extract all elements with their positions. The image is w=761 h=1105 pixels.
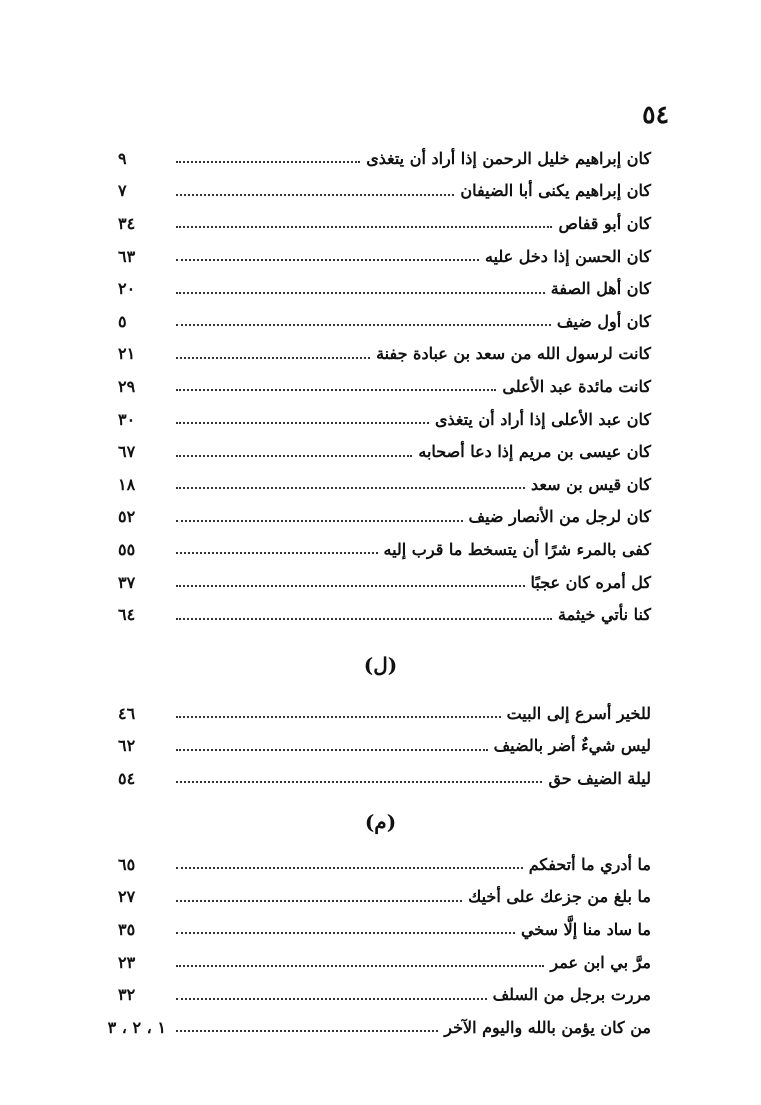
entry-text: من كان يؤمن بالله واليوم الآخر <box>444 1017 651 1037</box>
index-entry <box>118 978 651 1011</box>
entry-page: ٣٤ <box>118 213 136 233</box>
entry-page: ٢٠ <box>118 279 136 299</box>
entry-page: ٢٩ <box>118 376 136 396</box>
dot-leader <box>176 259 479 261</box>
entry-text: مرَّ بي ابن عمر <box>550 952 651 972</box>
entry-text: كانت مائدة عبد الأعلى <box>502 376 651 396</box>
entry-text: كانت لرسول الله من سعد بن عبادة جفنة <box>376 344 651 364</box>
index-entry <box>118 240 651 273</box>
entry-text: ليس شيءٌ أضر بالضيف <box>493 736 651 756</box>
entry-page: ٥ <box>118 311 127 331</box>
dot-leader <box>176 324 551 326</box>
section-heading-lam: (ل) <box>363 653 398 677</box>
dot-leader <box>176 389 496 391</box>
entry-text: ليلة الضيف حق <box>548 768 651 788</box>
index-entry <box>118 142 651 175</box>
entry-page: ٦٤ <box>118 605 136 625</box>
entry-page: ٢٧ <box>118 887 136 907</box>
dot-leader <box>176 455 412 457</box>
entry-text: للخير أسرع إلى البيت <box>506 703 651 723</box>
index-entry <box>118 305 651 338</box>
entry-page: ٥٥ <box>118 539 136 559</box>
index-section-kaf <box>118 142 651 631</box>
dot-leader <box>176 867 523 869</box>
entry-text: مررت برجل من السلف <box>492 985 651 1005</box>
entry-text: كان لرجل من الأنصار ضيف <box>468 507 651 527</box>
dot-leader <box>176 585 525 587</box>
dot-leader <box>176 552 378 554</box>
entry-text: كنا نأتي خيثمة <box>558 605 651 625</box>
entry-page: ٢٣ <box>118 952 136 972</box>
dot-leader <box>176 998 487 1000</box>
entry-page: ٦٢ <box>118 736 136 756</box>
entry-page: ٥٢ <box>118 507 136 527</box>
index-entry <box>118 848 651 881</box>
index-entry <box>118 566 651 599</box>
index-section-mim <box>107 848 651 1044</box>
entry-page: ٧ <box>118 181 127 201</box>
entry-text: ما بلغ من جزعك على أخيك <box>468 887 651 907</box>
index-entry <box>118 435 651 468</box>
entry-page: ٦٥ <box>118 854 136 874</box>
entry-text: كان الحسن إذا دخل عليه <box>484 246 651 266</box>
entry-page: ١ ، ٢ ، ٣ <box>107 1017 166 1037</box>
entry-text: ما ساد منا إلَّا سخي <box>520 919 651 939</box>
dot-leader <box>176 749 488 751</box>
entry-page: ٥٤ <box>118 768 136 788</box>
entry-page: ٣٧ <box>118 572 136 592</box>
entry-text: كان إبراهيم يكنى أبا الضيفان <box>460 181 651 201</box>
index-entry <box>118 762 651 795</box>
index-entry <box>118 946 651 979</box>
dot-leader <box>176 422 429 424</box>
entry-text: كان إبراهيم خليل الرحمن إذا أراد أن يتغذى <box>366 148 651 168</box>
entry-text: كان أهل الصفة <box>550 279 651 299</box>
dot-leader <box>176 357 370 359</box>
dot-leader <box>176 932 515 934</box>
index-entry <box>118 272 651 305</box>
dot-leader <box>176 1030 438 1032</box>
index-entry <box>118 338 651 371</box>
dot-leader <box>176 161 360 163</box>
index-entry <box>118 501 651 534</box>
entry-text: كل أمره كان عجبًا <box>530 572 651 592</box>
index-entry <box>118 697 651 730</box>
dot-leader <box>176 226 552 228</box>
entry-page: ٦٧ <box>118 442 136 462</box>
index-entry <box>118 468 651 501</box>
index-entry <box>118 598 651 631</box>
index-entry <box>118 913 651 946</box>
entry-text: ما أدري ما أتحفكم <box>528 854 651 874</box>
dot-leader <box>176 965 544 967</box>
entry-text: كان عبد الأعلى إذا أراد أن يتغذى <box>434 409 651 429</box>
dot-leader <box>176 487 525 489</box>
entry-text: كان قيس بن سعد <box>531 474 651 494</box>
entry-page: ٣٥ <box>118 919 136 939</box>
dot-leader <box>176 716 501 718</box>
dot-leader <box>176 520 463 522</box>
entry-text: كان أبو قفاص <box>558 213 651 233</box>
entry-page: ١٨ <box>118 474 136 494</box>
index-entry <box>118 533 651 566</box>
index-entry <box>107 1011 651 1044</box>
page-number: ٥٤ <box>642 100 669 129</box>
dot-leader <box>176 781 542 783</box>
index-entry <box>118 175 651 208</box>
dot-leader <box>176 900 462 902</box>
entry-page: ٦٣ <box>118 246 136 266</box>
index-entry <box>118 207 651 240</box>
entry-text: كان أول ضيف <box>556 311 651 331</box>
section-heading-mim: (م) <box>364 810 397 834</box>
index-section-lam <box>118 697 651 795</box>
index-entry <box>118 403 651 436</box>
entry-page: ٣٠ <box>118 409 136 429</box>
dot-leader <box>176 194 454 196</box>
index-entry <box>118 881 651 914</box>
entry-page: ٢١ <box>118 344 136 364</box>
index-entry <box>118 730 651 763</box>
entry-text: كان عيسى بن مريم إذا دعا أصحابه <box>418 442 651 462</box>
entry-text: كفى بالمرء شرًا أن يتسخط ما قرب إليه <box>383 539 651 559</box>
dot-leader <box>176 618 552 620</box>
entry-page: ٤٦ <box>118 703 136 723</box>
entry-page: ٩ <box>118 148 127 168</box>
entry-page: ٣٢ <box>118 985 136 1005</box>
index-entry <box>118 370 651 403</box>
dot-leader <box>176 292 545 294</box>
